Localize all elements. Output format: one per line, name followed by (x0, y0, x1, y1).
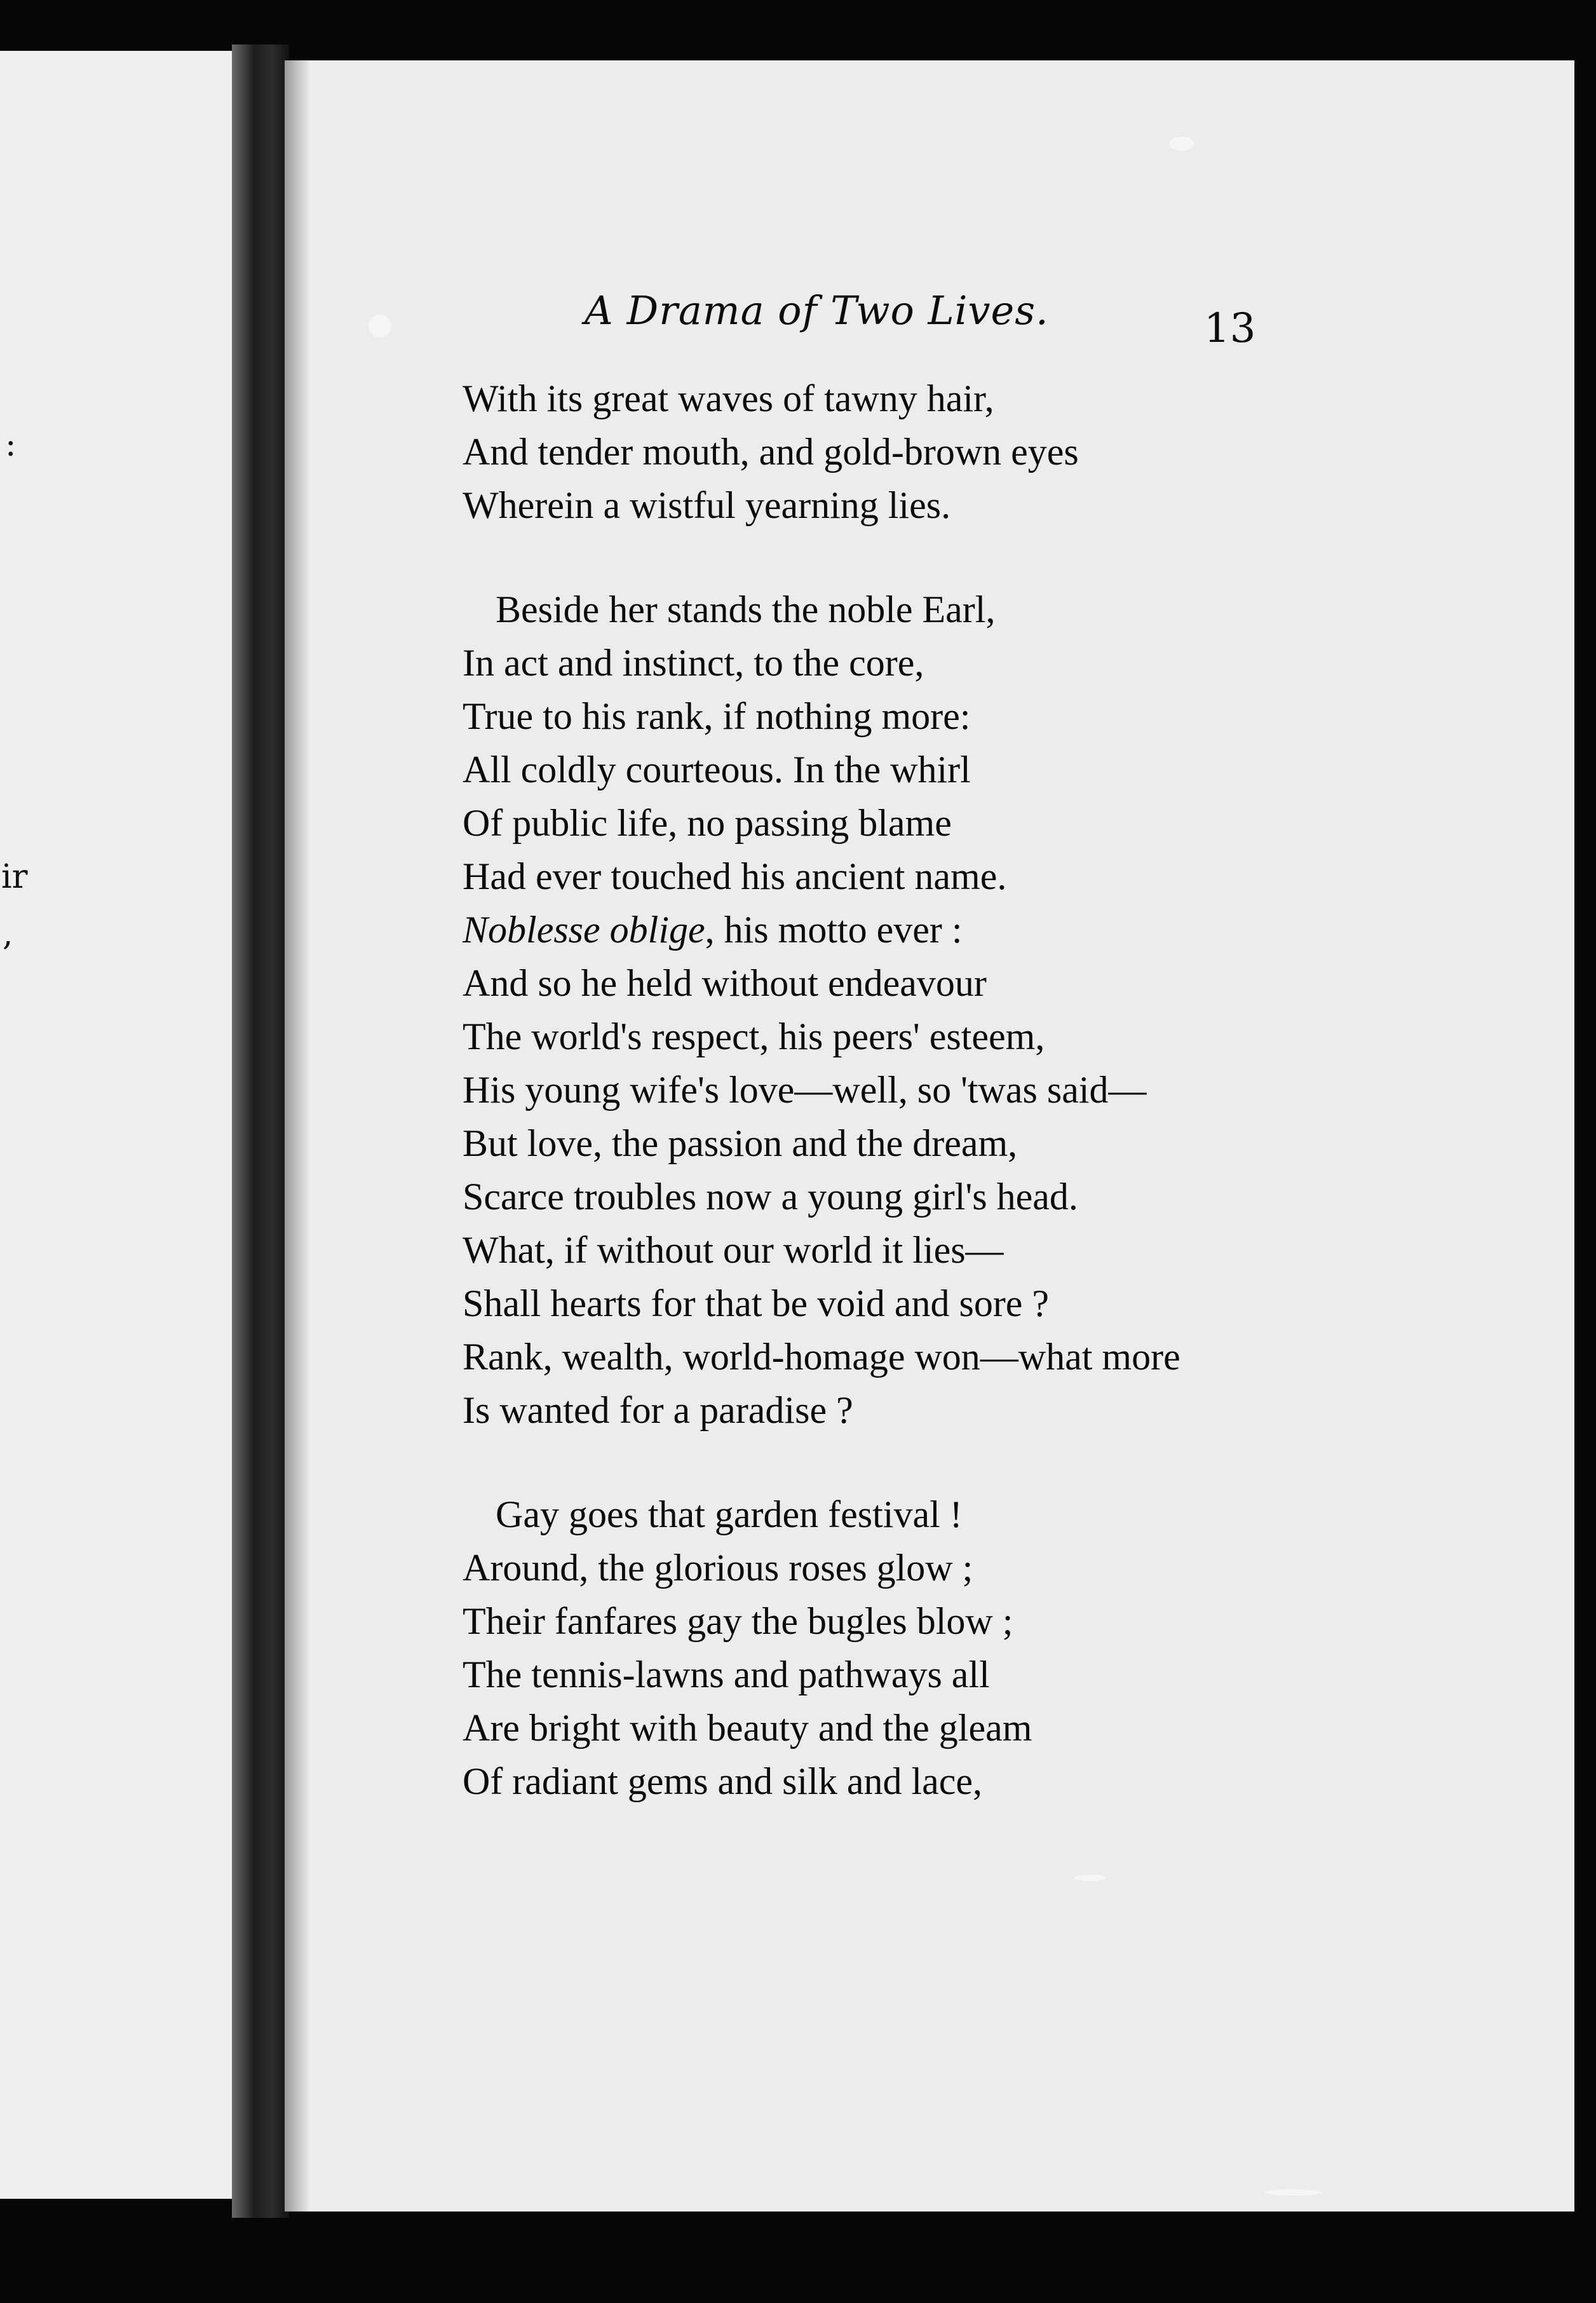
poem-line: Of radiant gems and silk and lace, (463, 1760, 983, 1802)
poem-line: Of public life, no passing blame (463, 802, 952, 844)
poem-line: But love, the passion and the dream, (463, 1122, 1018, 1164)
poem-line: And so he held without endeavour (463, 962, 987, 1004)
poem-line: The world's respect, his peers' esteem, (463, 1016, 1045, 1057)
poem-line: Their fanfares gay the bugles blow ; (463, 1600, 1013, 1642)
left-page-fragment: ir (1, 858, 28, 896)
book-gutter (232, 44, 289, 2218)
page-inner-shadow (285, 60, 310, 2211)
poem-text (463, 372, 1288, 1808)
poem-line: With its great waves of tawny hair, (463, 377, 994, 419)
poem-line: Are bright with beauty and the gleam (463, 1707, 1032, 1749)
poem-line-rest: , his motto ever : (705, 909, 963, 951)
left-page-fragment: , (3, 915, 13, 953)
poem-line: The tennis-lawns and pathways all (463, 1654, 990, 1695)
poem-line: All coldly courteous. In the whirl (463, 749, 971, 791)
left-page-fragment: : (5, 426, 17, 464)
running-title: A Drama of Two Lives. (585, 287, 1049, 334)
scan-speck (1169, 137, 1194, 151)
poem-motto: Noblesse oblige (463, 909, 705, 951)
poem-line: Rank, wealth, world-homage won—what more (463, 1336, 1180, 1378)
poem-line: Shall hearts for that be void and sore ? (463, 1282, 1050, 1324)
scan-speck (369, 315, 391, 337)
left-page (0, 51, 254, 2199)
poem-line: Scarce troubles now a young girl's head. (463, 1176, 1078, 1218)
poem-line: True to his rank, if nothing more: (463, 695, 971, 737)
poem-line: Wherein a wistful yearning lies. (463, 484, 951, 526)
poem-line (463, 903, 1288, 956)
scan-speck (1074, 1875, 1106, 1881)
poem-line: What, if without our world it lies— (463, 1229, 1004, 1271)
poem-line: Beside her stands the noble Earl, (496, 588, 996, 630)
poem-line: Is wanted for a paradise ? (463, 1389, 853, 1431)
poem-line: In act and instinct, to the core, (463, 642, 924, 684)
poem-line: Around, the glorious roses glow ; (463, 1547, 973, 1589)
scan-speck (1264, 2189, 1322, 2196)
poem-line: His young wife's love—well, so 'twas said— (463, 1069, 1147, 1111)
poem-line: Gay goes that garden festival ! (496, 1493, 963, 1535)
poem-line: And tender mouth, and gold-brown eyes (463, 431, 1079, 473)
page-number: 13 (1204, 305, 1256, 352)
poem-line: Had ever touched his ancient name. (463, 855, 1007, 897)
